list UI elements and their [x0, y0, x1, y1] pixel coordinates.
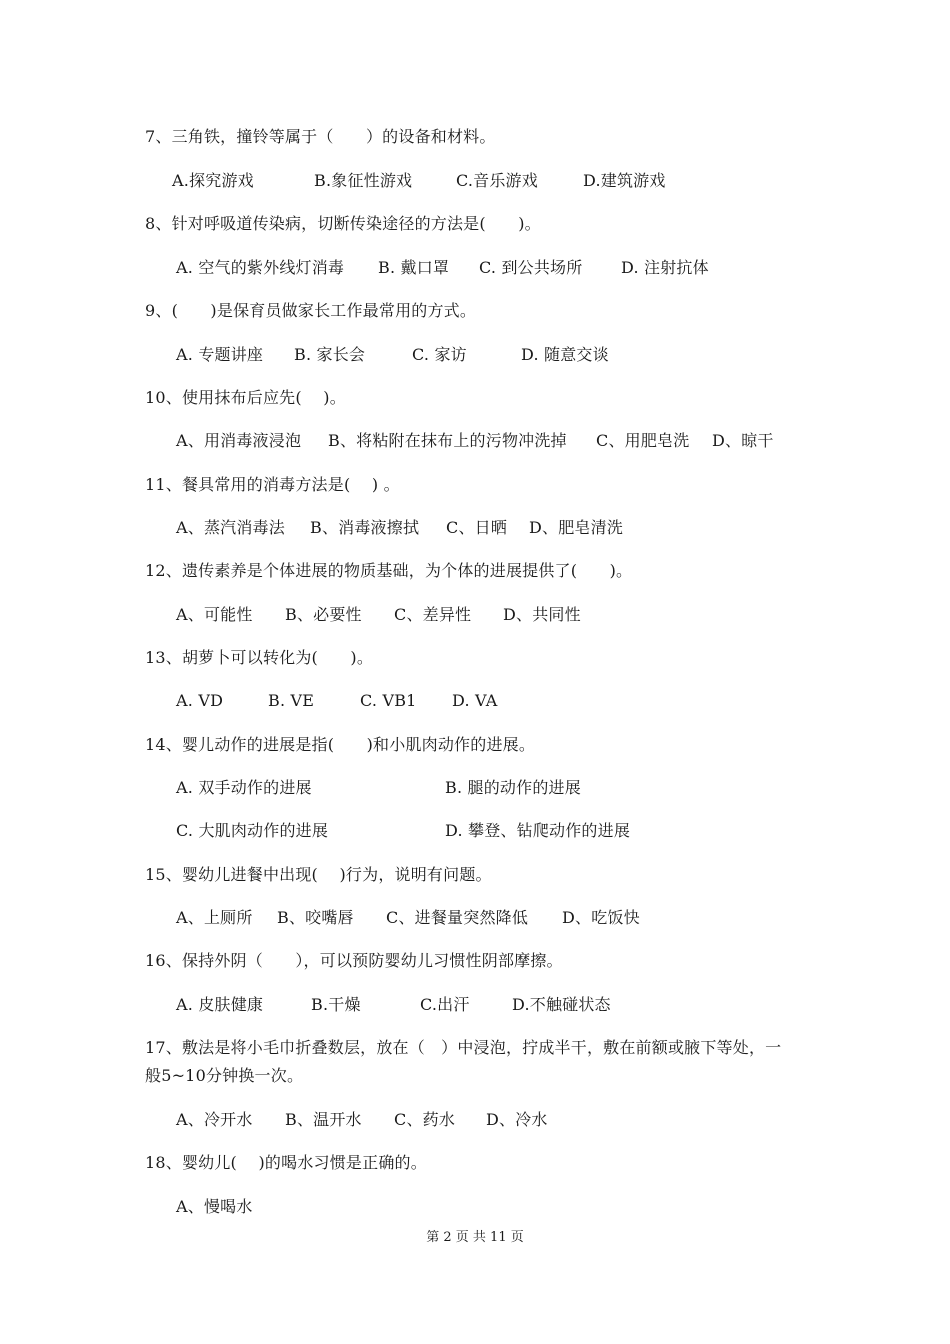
q11-option-c: C、日晒 [446, 518, 508, 537]
q16-option-c: C.出汗 [420, 995, 470, 1014]
q11-option-b: B、消毒液擦拭 [310, 518, 420, 537]
q14-option-a: A. 双手动作的进展 [176, 778, 312, 797]
q10-option-c: C、用肥皂洗 [596, 431, 690, 450]
q17-option-b: B、温开水 [285, 1110, 362, 1129]
q8-option-b: B. 戴口罩 [378, 258, 450, 277]
question-15-stem: 15、婴幼儿进餐中出现( )行为，说明有问题。 [145, 865, 492, 884]
question-17-stem-continued: 般5~10分钟换一次。 [145, 1066, 304, 1085]
question-18-stem: 18、婴幼儿( )的喝水习惯是正确的。 [145, 1153, 427, 1172]
q7-option-d: D.建筑游戏 [583, 171, 666, 190]
question-8-stem: 8、针对呼吸道传染病，切断传染途径的方法是( )。 [145, 214, 541, 233]
question-7-stem: 7、三角铁，撞铃等属于（ ）的设备和材料。 [145, 127, 496, 146]
q13-option-c: C. VB1 [360, 691, 417, 710]
q10-option-a: A、用消毒液浸泡 [176, 431, 302, 450]
question-9-stem: 9、( )是保育员做家长工作最常用的方式。 [145, 301, 477, 320]
q16-option-a: A. 皮肤健康 [176, 995, 264, 1014]
q14-option-c: C. 大肌肉动作的进展 [176, 821, 329, 840]
q13-option-a: A. VD [176, 691, 224, 710]
q15-option-b: B、咬嘴唇 [277, 908, 354, 927]
question-11-stem: 11、餐具常用的消毒方法是( ) 。 [145, 475, 400, 494]
q18-option-a: A、慢喝水 [176, 1197, 253, 1216]
q10-option-b: B、将粘附在抹布上的污物冲洗掉 [328, 431, 567, 450]
q8-option-c: C. 到公共场所 [479, 258, 583, 277]
q14-option-d: D. 攀登、钻爬动作的进展 [445, 821, 631, 840]
q15-option-a: A、上厕所 [176, 908, 253, 927]
q17-option-a: A、冷开水 [176, 1110, 253, 1129]
q12-option-b: B、必要性 [285, 605, 362, 624]
q9-option-b: B. 家长会 [294, 345, 366, 364]
q15-option-c: C、进餐量突然降低 [386, 908, 529, 927]
q9-option-d: D. 随意交谈 [521, 345, 609, 364]
q8-option-a: A. 空气的紫外线灯消毒 [176, 258, 345, 277]
question-13-stem: 13、胡萝卜可以转化为( )。 [145, 648, 374, 667]
q11-option-d: D、肥皂清洗 [529, 518, 624, 537]
q11-option-a: A、蒸汽消毒法 [176, 518, 285, 537]
q13-option-b: B. VE [268, 691, 315, 710]
q16-option-d: D.不触碰状态 [512, 995, 611, 1014]
question-17-stem: 17、敷法是将小毛巾折叠数层，放在（ ）中浸泡，拧成半干，敷在前额或腋下等处，一 [145, 1038, 782, 1057]
q13-option-d: D. VA [452, 691, 498, 710]
question-10-stem: 10、使用抹布后应先( )。 [145, 388, 346, 407]
q15-option-d: D、吃饭快 [562, 908, 640, 927]
q14-option-b: B. 腿的动作的进展 [445, 778, 581, 797]
q9-option-a: A. 专题讲座 [176, 345, 264, 364]
page-number-footer: 第 2 页 共 11 页 [426, 1230, 524, 1245]
q7-option-c: C.音乐游戏 [456, 171, 538, 190]
q8-option-d: D. 注射抗体 [621, 258, 709, 277]
q7-option-b: B.象征性游戏 [314, 171, 413, 190]
q12-option-d: D、共同性 [503, 605, 581, 624]
question-16-stem: 16、保持外阴（ ），可以预防婴幼儿习惯性阴部摩擦。 [145, 951, 563, 970]
q7-option-a: A.探究游戏 [172, 171, 254, 190]
q16-option-b: B.干燥 [311, 995, 361, 1014]
q12-option-c: C、差异性 [394, 605, 472, 624]
q17-option-c: C、药水 [394, 1110, 456, 1129]
q10-option-d: D、晾干 [712, 431, 774, 450]
q17-option-d: D、冷水 [486, 1110, 548, 1129]
q9-option-c: C. 家访 [412, 345, 467, 364]
q12-option-a: A、可能性 [176, 605, 253, 624]
question-14-stem: 14、婴儿动作的进展是指( )和小肌肉动作的进展。 [145, 735, 536, 754]
question-12-stem: 12、遗传素养是个体进展的物质基础，为个体的进展提供了( )。 [145, 561, 633, 580]
